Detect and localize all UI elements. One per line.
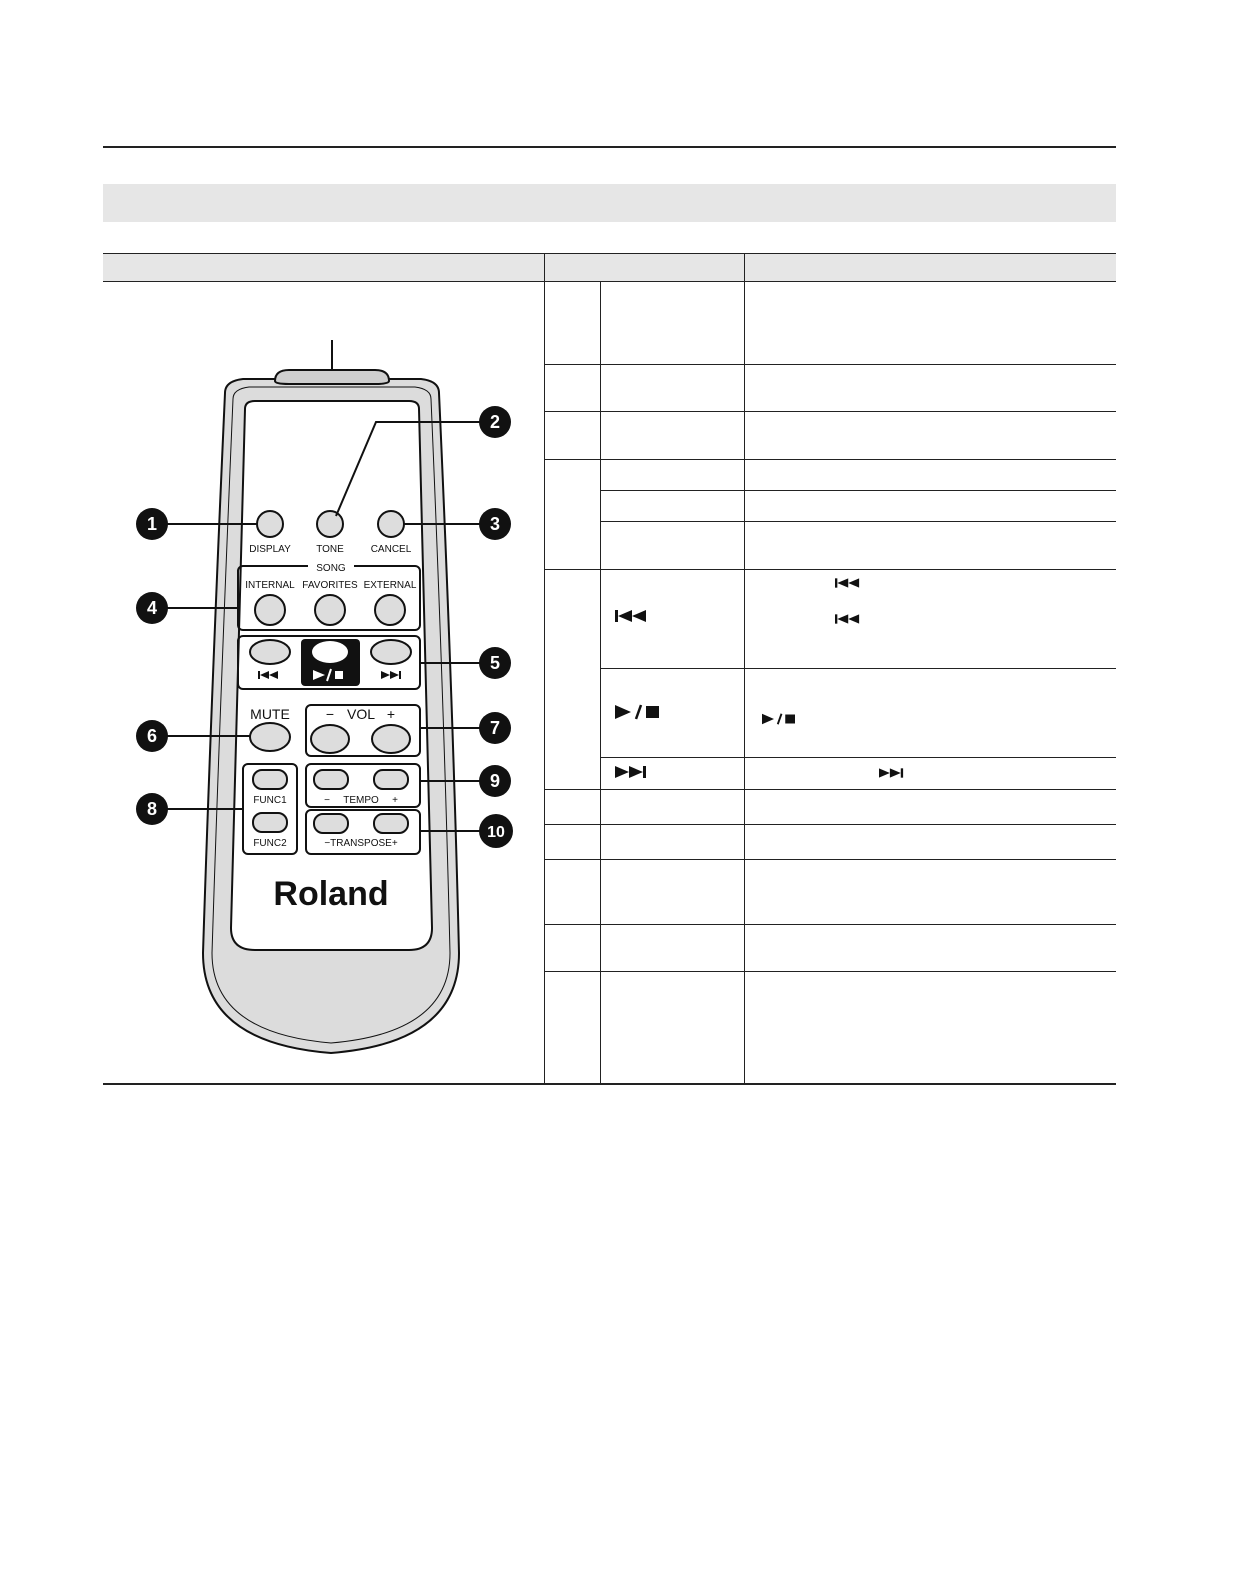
svg-text:1: 1 [146,514,158,534]
vol-minus-label: − [325,706,335,722]
rewind-icon-desc-1 [835,577,863,589]
tempo-down-button[interactable] [314,770,348,789]
func2-button[interactable] [253,813,287,832]
cancel-button[interactable] [378,511,404,537]
vol-label: VOL [346,706,376,722]
tempo-label: TEMPO [343,795,379,806]
transpose-up-button[interactable] [374,814,408,833]
song-label: SONG [316,563,346,574]
vol-down-button[interactable] [311,725,349,753]
external-button[interactable] [375,595,405,625]
func2-label: FUNC2 [253,838,287,849]
svg-text:9: 9 [489,771,501,791]
callout-4 [136,592,168,624]
svg-text:6: 6 [146,726,158,746]
svg-text:4: 4 [146,598,158,618]
svg-text:10: 10 [487,824,505,841]
favorites-button[interactable] [315,595,345,625]
callout-1 [136,508,168,540]
svg-text:3: 3 [489,514,501,534]
tempo-plus-label: + [392,795,398,806]
top-rule [103,146,1116,148]
rewind-icon-desc-2 [835,613,863,625]
forward-icon [615,765,651,779]
tempo-up-button[interactable] [374,770,408,789]
transpose-label: −TRANSPOSE+ [324,838,398,849]
tempo-minus-label: − [324,795,330,806]
internal-button[interactable] [255,595,285,625]
svg-text:7: 7 [489,718,501,738]
rewind-button[interactable] [250,640,290,664]
play-stop-button[interactable] [312,641,348,663]
play-stop-icon [615,704,663,720]
external-label: EXTERNAL [363,580,417,591]
remote-control-illustration [103,253,544,1085]
section-title-band [103,184,1116,222]
callout-3 [479,508,511,540]
rewind-icon [615,609,651,623]
play-stop-icon-desc [762,713,798,725]
callout-9 [479,765,511,797]
favorites-label: FAVORITES [302,580,358,591]
tone-label: TONE [316,544,344,555]
callout-7 [479,712,511,744]
callout-6 [136,720,168,752]
callout-2 [479,406,511,438]
svg-text:8: 8 [146,799,158,819]
vol-up-button[interactable] [372,725,410,753]
display-label: DISPLAY [249,544,291,555]
remote-table [103,253,1116,1085]
callout-5 [479,647,511,679]
forward-button[interactable] [371,640,411,664]
vol-plus-label: + [386,706,396,722]
svg-text:5: 5 [489,653,501,673]
forward-icon-desc [879,767,907,779]
callout-8 [136,793,168,825]
tone-button[interactable] [317,511,343,537]
mute-button[interactable] [250,723,290,751]
cancel-label: CANCEL [370,544,412,555]
transpose-down-button[interactable] [314,814,348,833]
func1-button[interactable] [253,770,287,789]
svg-text:2: 2 [489,412,501,432]
callout-10 [479,814,513,848]
display-button[interactable] [257,511,283,537]
func1-label: FUNC1 [253,795,287,806]
roland-logo: Roland [273,875,389,913]
mute-label: MUTE [250,706,290,722]
internal-label: INTERNAL [245,580,295,591]
